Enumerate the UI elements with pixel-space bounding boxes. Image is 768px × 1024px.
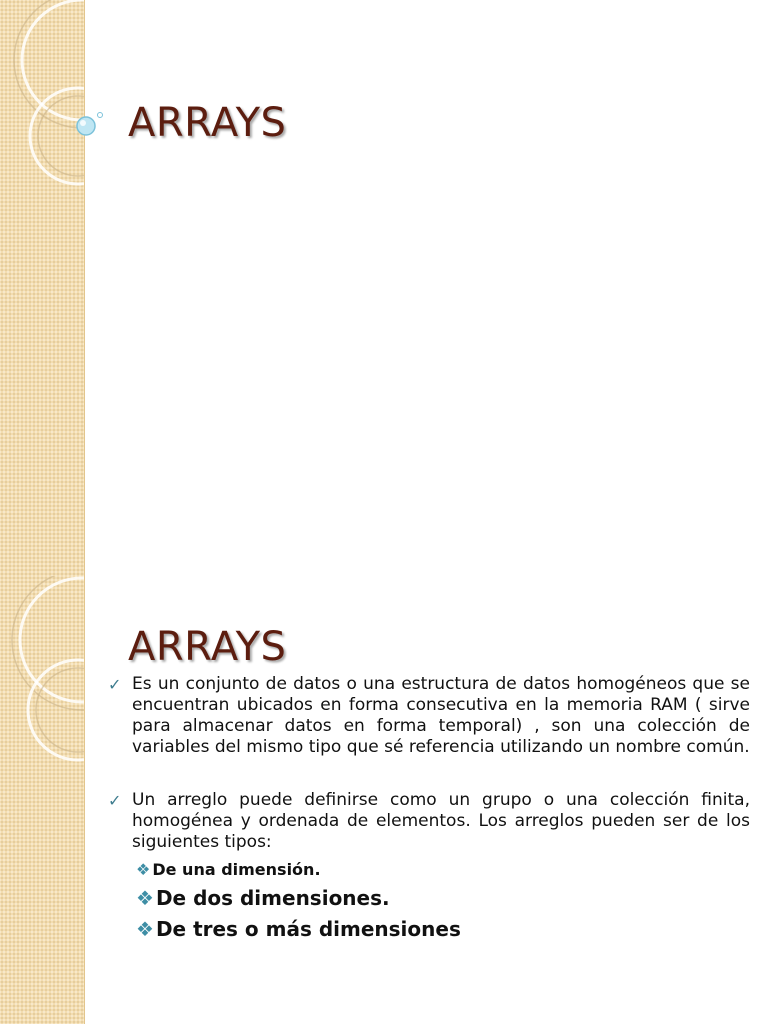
decorative-sidebar [0, 0, 85, 576]
slide-title: ARRAYS [128, 100, 287, 146]
diamond-bullet-icon: ❖ [136, 860, 151, 879]
bullet-text: Un arreglo puede definirse como un grupo o una colección finita, homogénea y ordenada de elementos. Los arreglos pueden ser de los siguientes tipos: [132, 790, 750, 852]
bubble-icon [74, 108, 108, 142]
checkmark-icon: ✓ [108, 675, 122, 694]
diamond-bullet-icon: ❖ [136, 917, 154, 941]
bullet-item [108, 790, 750, 853]
decorative-sidebar [0, 576, 85, 1024]
slide-title: ARRAYS [128, 624, 287, 670]
slide-content [108, 674, 750, 945]
sub-list-item [136, 857, 750, 883]
sub-item-text: De tres o más dimensiones [155, 917, 461, 941]
sub-list [108, 857, 750, 945]
slide-2 [0, 576, 768, 1024]
decorative-rings [0, 0, 84, 576]
decorative-rings [0, 576, 84, 1024]
bullet-text: Es un conjunto de datos o una estructura de datos homogéneos que se encuentran ubicados en forma consecutiva en la memoria RAM ( sirve para almacenar datos en forma temporal) , son una colección de variables del mismo tipo que sé referencia utilizando un nombre común. [132, 674, 750, 757]
sub-list-item [136, 883, 750, 914]
diamond-bullet-icon: ❖ [136, 886, 154, 910]
sub-item-text: De dos dimensiones. [155, 886, 390, 910]
sub-list-item [136, 914, 750, 945]
bullet-item [108, 674, 750, 758]
sub-item-text: De una dimensión. [152, 860, 321, 879]
checkmark-icon: ✓ [108, 791, 122, 810]
